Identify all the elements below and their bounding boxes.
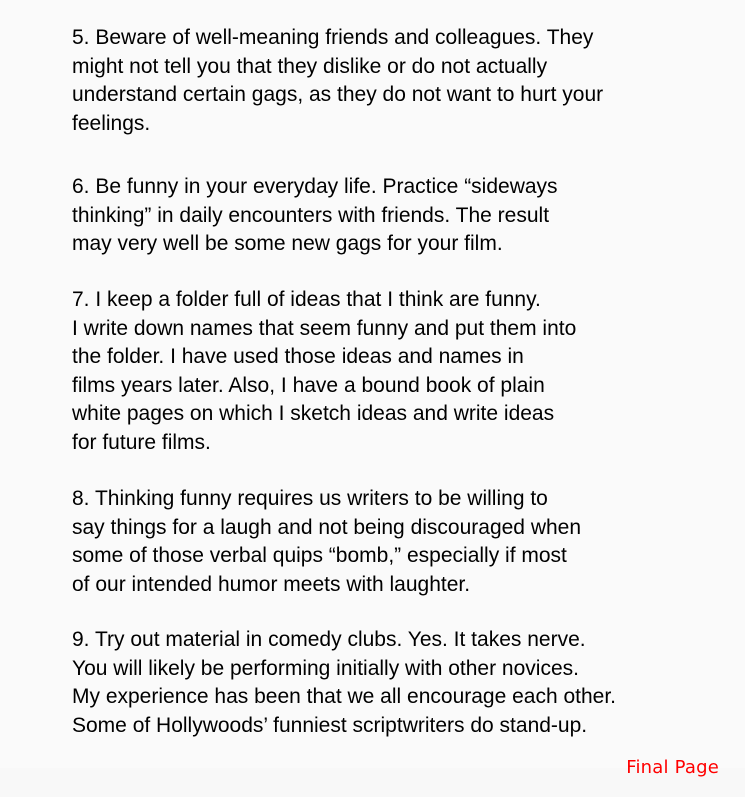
tip-line: of our intended humor meets with laughter.	[72, 572, 471, 596]
tip-9	[72, 626, 737, 740]
tip-line: feelings.	[72, 111, 151, 135]
tip-line: understand certain gags, as they do not want to hurt your	[72, 83, 604, 106]
tip-line: 8. Thinking funny requires us writers to be willing to	[72, 487, 548, 510]
tip-5	[72, 24, 737, 138]
tip-line: may very well be some new gags for your film.	[72, 232, 503, 255]
tip-line: some of those verbal quips “bomb,” especially if most	[72, 544, 567, 567]
tip-line: thinking” in daily encounters with friends. The result	[72, 203, 550, 227]
final-page-label: Final Page	[626, 757, 719, 778]
tip-line: might not tell you that they dislike or do not actually	[72, 54, 548, 78]
tip-8	[72, 485, 737, 599]
tip-7	[72, 286, 737, 457]
tip-line: 9. Try out material in comedy clubs. Yes. It takes nerve.	[72, 628, 586, 651]
tip-line: films years later. Also, I have a bound book of plain	[72, 373, 545, 397]
tip-line: You will likely be performing initially with other novices.	[72, 656, 579, 680]
tip-line: My experience has been that we all encourage each other.	[72, 685, 617, 708]
tip-line: 7. I keep a folder full of ideas that I think are funny.	[72, 288, 541, 311]
tip-line: for future films.	[72, 430, 211, 454]
tip-line: 6. Be funny in your everyday life. Practice “sideways	[72, 175, 558, 198]
tip-line: the folder. I have used those ideas and names in	[72, 345, 524, 368]
tip-6	[72, 173, 737, 259]
tip-line: white pages on which I sketch ideas and write ideas	[72, 402, 555, 425]
tip-line: say things for a laugh and not being discouraged when	[72, 515, 582, 539]
tip-line: Some of Hollywoods’ funniest scriptwriters do stand-up.	[72, 713, 588, 737]
tip-line: 5. Beware of well-meaning friends and colleagues. They	[72, 26, 594, 49]
tip-line: I write down names that seem funny and put them into	[72, 316, 577, 340]
